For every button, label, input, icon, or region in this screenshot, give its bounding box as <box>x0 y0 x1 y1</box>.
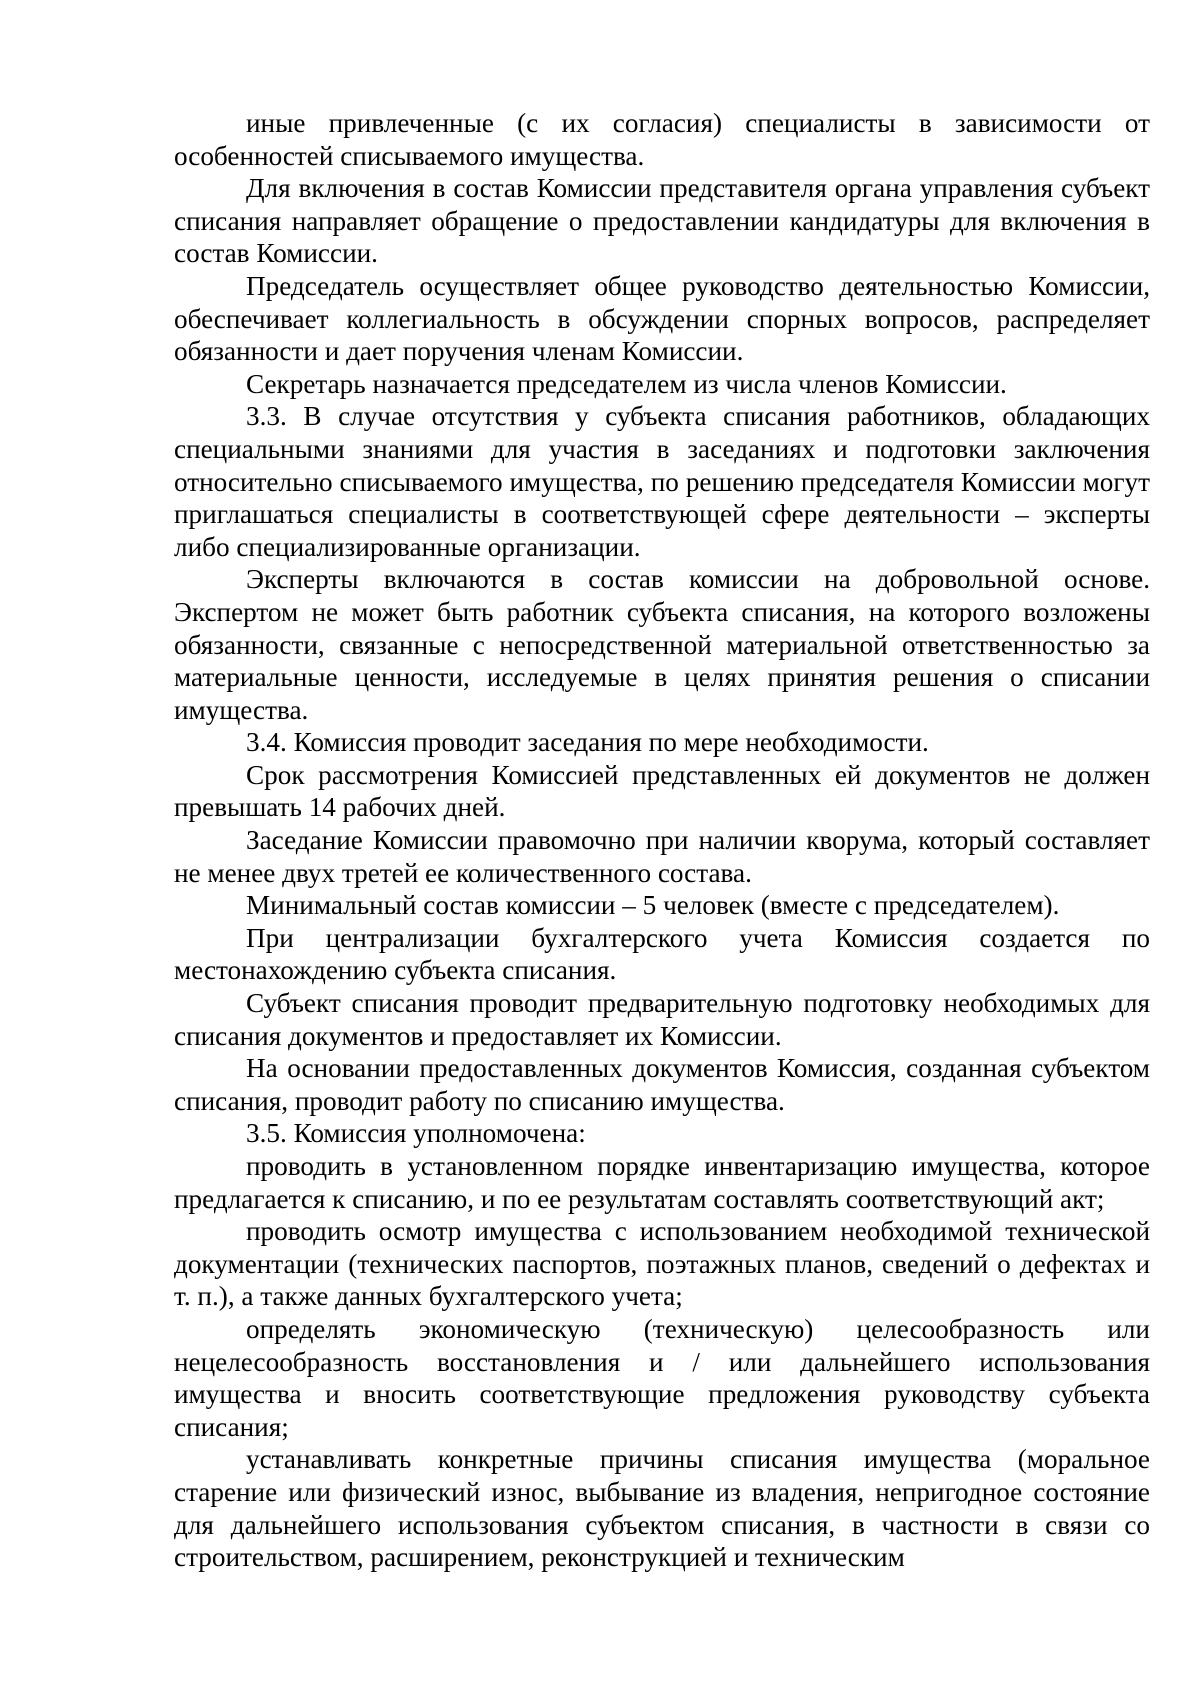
paragraph-1: иные привлеченные (с их согласия) специалисты в зависимости от особенностей списываемого имущества. <box>174 108 1150 171</box>
paragraph-2: Для включения в состав Комиссии представителя органа управления субъект списания направляет обращение о предоставлении кандидатуры для включения в состав Комиссии. <box>174 173 1150 269</box>
paragraph-6: Эксперты включаются в состав комиссии на добровольной основе. Экспертом не может быть работник субъекта списания, на которого возложены обязанности, связанные с непосредственной материальной ответственностью за материальные ценности, исследуемые в целях принятия решения о списании имущества. <box>174 564 1150 725</box>
paragraph-15: проводить в установленном порядке инвентаризацию имущества, которое предлагается к списанию, и по ее результатам составлять соответствующий акт; <box>174 1151 1150 1214</box>
paragraph-18: устанавливать конкретные причины списания имущества (моральное старение или физический износ, выбывание из владения, непригодное состояние для дальнейшего использования субъектом списания, в частности в связи со строительством, расширением, реконструкцией и техническим <box>174 1444 1150 1573</box>
paragraph-10: Минимальный состав комиссии – 5 человек (вместе с председателем). <box>246 890 1060 921</box>
paragraph-3: Председатель осуществляет общее руководство деятельностью Комиссии, обеспечивает коллегиальность в обсуждении спорных вопросов, распределяет обязанности и дает поручения членам Комиссии. <box>174 270 1150 367</box>
paragraph-7: 3.4. Комиссия проводит заседания по мере необходимости. <box>246 727 929 758</box>
paragraph-17: определять экономическую (техническую) целесообразность или нецелесообразность восстановления и / или дальнейшего использования имущества и вносить соответствующие предложения руководству субъекта списания; <box>174 1313 1150 1442</box>
paragraph-13: На основании предоставленных документов Комиссия, созданная субъектом списания, проводит работу по списанию имущества. <box>174 1053 1150 1116</box>
paragraph-16: проводить осмотр имущества с использованием необходимой технической документации (технических паспортов, поэтажных планов, сведений о дефектах и т. п.), а также данных бухгалтерского учета; <box>174 1216 1150 1312</box>
paragraph-12: Субъект списания проводит предварительную подготовку необходимых для списания документов и предоставляет их Комиссии. <box>174 988 1150 1051</box>
paragraph-11: При централизации бухгалтерского учета Комиссия создается по местонахождению субъекта списания. <box>174 922 1150 986</box>
document-page <box>174 107 1150 1574</box>
paragraph-4: Секретарь назначается председателем из числа членов Комиссии. <box>246 368 1007 399</box>
paragraph-14: 3.5. Комиссия уполномочена: <box>246 1118 586 1149</box>
paragraph-8: Срок рассмотрения Комиссией представленных ей документов не должен превышать 14 рабочих дней. <box>174 759 1150 823</box>
paragraph-5: 3.3. В случае отсутствия у субъекта списания работников, обладающих специальными знаниями для участия в заседаниях и подготовки заключения относительно списываемого имущества, по решению председателя Комиссии могут приглашаться специалисты в соответствующей сфере деятельности – эксперты либо специализированные организации. <box>174 401 1150 562</box>
paragraph-9: Заседание Комиссии правомочно при наличии кворума, который составляет не менее двух третей ее количественного состава. <box>174 825 1150 888</box>
